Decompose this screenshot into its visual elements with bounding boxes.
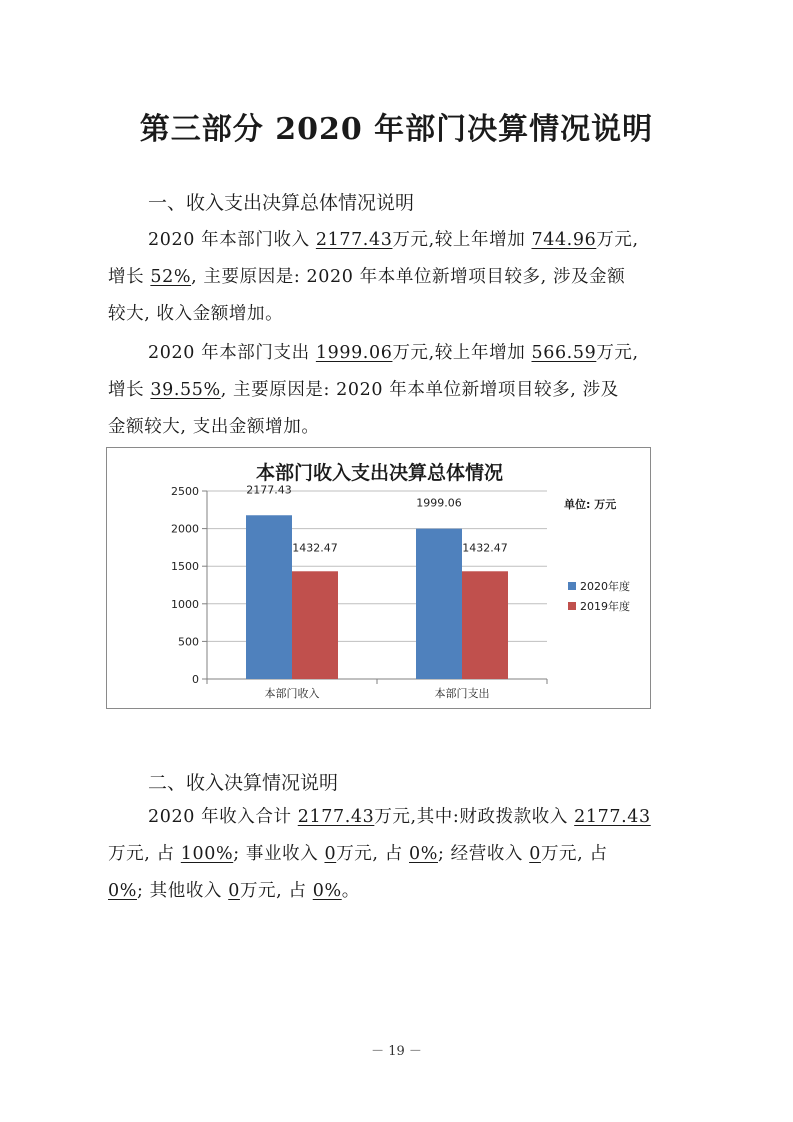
y-tick-label: 1000 (171, 597, 199, 611)
paragraph-revenue-breakdown: 2020 年收入合计 2177.43万元,其中:财政拨款收入 2177.43 万元, 占 100%; 事业收入 0万元, 占 0%; 经营收入 0万元, 占 0%; 其他收入 0万元, 占 0%。 (108, 807, 651, 901)
chart-legend (568, 576, 630, 616)
bar (416, 529, 462, 679)
data-label: 2177.43 (246, 483, 292, 497)
paragraph-expense: 2020 年本部门支出 1999.06万元,较上年增加 566.59万元, 增长 39.55%, 主要原因是: 2020 年本单位新增项目较多, 涉及 金额较大, 支出金额增加。 (108, 343, 639, 437)
business-pct-value: 0% (409, 844, 438, 864)
fiscal-pct-value: 100% (180, 844, 234, 864)
y-tick-label: 2000 (171, 522, 199, 536)
expense-increase-value: 566.59 (531, 343, 597, 363)
data-label: 1432.47 (292, 541, 338, 555)
income-value: 2177.43 (315, 230, 393, 250)
chart-unit-label: 单位: 万元 (564, 498, 617, 511)
page-title: 第三部分 2020 年部门决算情况说明 (139, 112, 654, 147)
data-label: 1999.06 (416, 496, 462, 510)
y-tick-label: 1500 (171, 560, 199, 574)
legend-swatch-2020 (568, 582, 576, 590)
data-label: 1432.47 (462, 541, 508, 555)
other-pct-value: 0% (312, 881, 342, 901)
expense-growth-value: 39.55% (150, 380, 221, 400)
x-tick-label: 本部门收入 (264, 687, 320, 700)
income-expense-chart (106, 447, 651, 709)
y-tick-label: 0 (192, 673, 199, 686)
other-income-value: 0 (228, 881, 240, 901)
income-growth-value: 52% (150, 267, 192, 287)
legend-swatch-2019 (568, 602, 576, 610)
chart-title: 本部门收入支出决算总体情况 (255, 462, 503, 484)
legend-item-2019: 2019年度 (568, 596, 630, 616)
operating-pct-value: 0% (108, 881, 137, 901)
paragraph-income: 2020 年本部门收入 2177.43万元,较上年增加 744.96万元, 增长 52%, 主要原因是: 2020 年本单位新增项目较多, 涉及金额 较大, 收入金额增加。 (108, 230, 639, 324)
fiscal-income-value: 2177.43 (574, 807, 651, 827)
x-tick-label: 本部门支出 (434, 687, 490, 700)
bar (292, 571, 338, 679)
bar (462, 571, 508, 679)
y-tick-label: 2500 (171, 485, 199, 498)
page-number: － 19 － (371, 1044, 422, 1059)
total-income-value: 2177.43 (297, 807, 375, 827)
operating-income-value: 0 (529, 844, 541, 864)
business-income-value: 0 (324, 844, 337, 864)
section-heading-2: 二、收入决算情况说明 (148, 772, 339, 794)
legend-item-2020: 2020年度 (568, 576, 630, 596)
expense-value: 1999.06 (315, 343, 393, 363)
section-heading-1: 一、收入支出决算总体情况说明 (148, 192, 415, 214)
y-tick-label: 500 (178, 635, 199, 649)
income-increase-value: 744.96 (531, 230, 597, 250)
bar (246, 515, 292, 679)
